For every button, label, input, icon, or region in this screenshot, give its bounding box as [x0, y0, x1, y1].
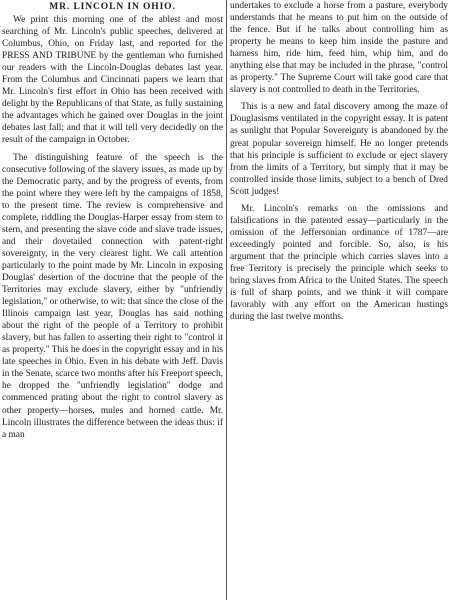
paragraph: We print this morning one of the ablest and most searching of Mr. Lincoln's public speeches, delivered at Columbus, Ohio, on Friday last, and reported for the PRESS AND TRIBUNE by the gentleman who furnished our readers with the Lincoln-Douglas debates last year. From the Columbus and Cincinnati papers we learn that Mr. Lincoln's first effort in Ohio has been received with delight by the Republicans of that State, as fully sustaining the advantages which he gained over Douglas in the joint debates last fall; and that it will tell very decidedly on the result of the campaign in October.	[2, 15, 223, 146]
right-column	[230, 0, 448, 600]
paragraph: This is a new and fatal discovery among the maze of Douglasisms ventilated in the copyright essay. It is patent as sunlight that Popular Sovereignty is abandoned by the great popular sovereign himself. He no longer pretends that his principle is sufficient to exclude or eject slavery from the limits of a Territory, but simply that it may be controlled inside those limits, subject to a bench of Dred Scott judges!	[230, 102, 448, 197]
column-divider	[226, 0, 227, 600]
paragraph: The distinguishing feature of the speech is the consecutive following of the slavery issues, as made up by the Democratic party, and by the progress of events, from the point where they were left by the campaigns of 1858, to the present time. The review is comprehensive and complete, riddling the Douglas-Harper essay from stem to stern, and presenting the slave code and slave trade issues, and their dovetailed connection with patent-right sovereignty, in the very clearest light. We call attention particularly to the point made by Mr. Lincoln in exposing Douglas' desertion of the doctrine that the people of the Territories may exclude slavery, either by "unfriendly legislation," or otherwise, to wit: that since the close of the Illinois campaign last year, Douglas has said nothing about the right of the people of a Territory to prohibit slavery, but has fallen to asserting their right to "control it as property." This he does in the copyright essay and in his late speeches in Ohio. Even in his debate with Jeff. Davis in the Senate, scarce two months after his Freeport speech, he dropped the "unfriendly legislation" dodge and commenced prating about the right to control slavery as other property—horses, mules and horned cattle. Mr. Lincoln illustrates the difference between the ideas thus: if a man	[2, 152, 223, 440]
headline: MR. LINCOLN IN OHIO.	[49, 2, 176, 12]
paragraph: Mr. Lincoln's remarks on the omissions and falsifications in the patented essay—particularly in the omission of the Jeffersonian ordinance of 1787—are exceedingly pointed and forcible. So, also, is his argument that the principle which carries slaves into a free Territory is precisely the principle which seeks to bring slaves from Africa to the United States. The speech is full of sharp points, and we think it will compare favorably with any effort on the American hustings during the last twelve months.	[230, 203, 448, 323]
paragraph: undertakes to exclude a horse from a pasture, everybody understands that he means to put him on the outside of the fence. But if he talks about controlling him as property he means to keep him inside the pasture and harness him, ride him, feed him, whip him, and do anything else that may be included in the phrase, "control as property." The Supreme Court will take good care that slavery is not controlled to death in the Territories.	[230, 1, 448, 96]
left-column	[2, 0, 223, 600]
